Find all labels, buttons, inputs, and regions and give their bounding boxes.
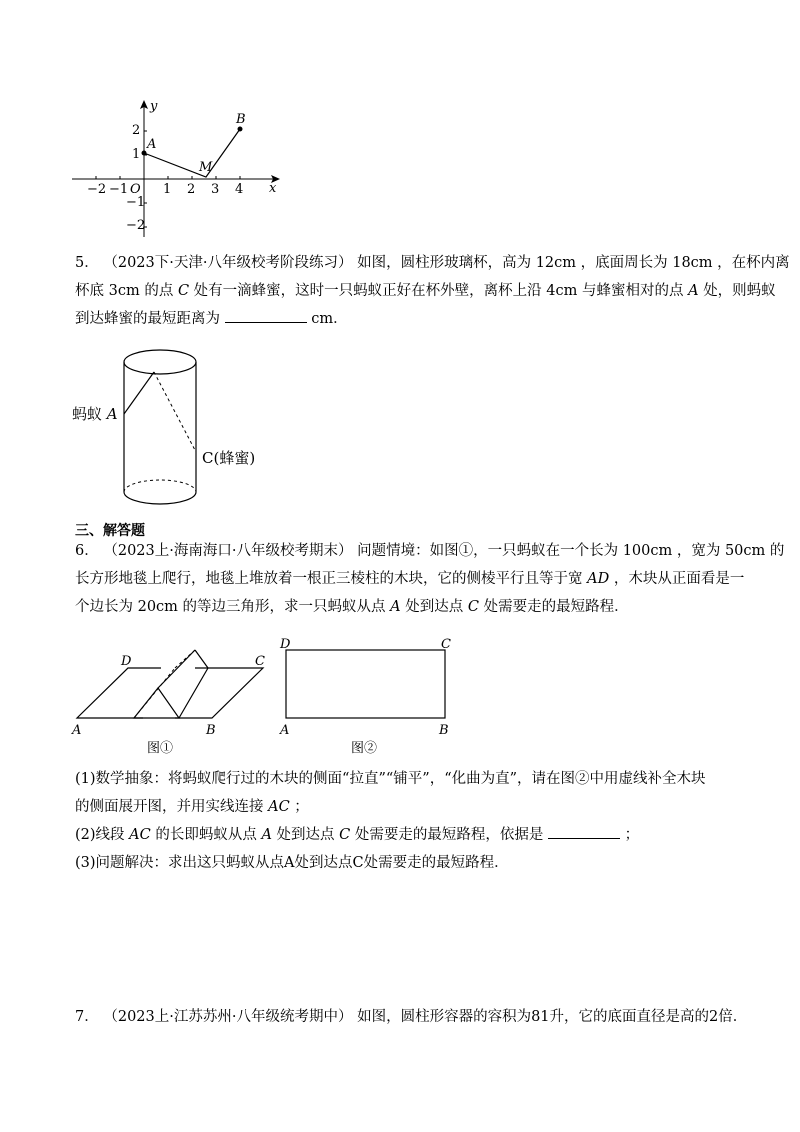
question-source: （2023上·海南海口·八年级校考期末） [103,543,353,559]
cylinder-bottom-front [124,492,196,504]
question-text: 如图，圆柱形玻璃杯，高为 [357,255,532,271]
label-b: B [206,723,216,738]
y-tick-label: 2 [132,123,141,138]
label-d: D [121,654,132,669]
cylinder-bottom-back [124,480,196,492]
question-source: （2023上·江苏苏州·八年级统考期中） [103,1009,353,1025]
question-text: 处需要走的最短路程，依据是 [354,827,544,843]
figure-caption: 图① [147,741,174,756]
question-text: 到达蜂蜜的最短距离为 [75,311,220,327]
question-text: 与蜂蜜相对的点 [581,283,684,299]
x-tick-label: −1 [109,182,129,197]
x-axis-label: x [269,181,277,196]
carpet-right [175,668,263,718]
point-b [238,127,243,132]
ant-label: 蚂蚁 A [72,405,118,423]
x-tick-label: 1 [163,182,172,197]
math-var: AD [587,571,610,587]
question-text: 的点 [144,283,174,299]
question-text: 处到达点 [405,599,464,615]
prism-front [134,688,179,718]
question-text: ，底面周长为 [580,255,668,271]
math-var: A [261,827,272,843]
answer-blank[interactable] [225,308,307,323]
honey-label: C(蜂蜜) [202,449,256,467]
figure-1 [65,638,280,760]
y-tick-label: −1 [126,195,146,210]
x-tick-label: −2 [87,182,107,197]
point-a-label: A [147,137,157,152]
math-var: AC [129,827,151,843]
point-m-label: M [199,160,213,175]
prism-top-edge [158,650,195,688]
question-text: 处到达点 [276,827,335,843]
question-text: ，在杯内离 [717,255,790,271]
x-tick-label: 3 [211,182,220,197]
ant-path-dashed [154,372,196,452]
math-var: AC [268,799,290,815]
cylinder-figure [70,335,290,515]
cylinder-top [124,350,196,374]
math-value: 100cm [622,543,673,559]
math-value: 18cm [672,255,713,271]
question-number: 5． [75,255,99,271]
coordinate-figure [60,95,300,245]
question-text: ； [624,827,640,843]
math-var: A [390,599,401,615]
math-value: 20cm [137,599,178,615]
math-value: 12cm [535,255,577,271]
y-tick-label: −2 [126,218,146,233]
unit-text: cm． [311,311,348,327]
prism-back-right [195,650,208,668]
label-a: A [72,723,82,738]
y-axis-label: y [150,99,158,114]
math-value: 3cm [108,283,140,299]
sub-question-1: (1)数学抽象：将蚂蚁爬行过的木块的侧面“拉直”“铺平”，“化曲为直”，请在图②中用虚线补全木块 [75,771,706,787]
math-var: C [339,827,351,843]
question-text: 的 [769,543,785,559]
point-b-label: B [236,112,246,127]
question-text: 处需要走的最短路程． [483,599,629,615]
label-a: A [280,723,290,738]
question-text: 处，则蚂蚁 [703,283,776,299]
sub-question-3: (3)问题解决：求出这只蚂蚁从点A处到达点C处需要走的最短路程． [75,855,509,871]
prism-right-edge [179,668,208,718]
question-text: 杯底 [75,283,104,299]
math-var: C [467,599,479,615]
rectangle-abcd [286,650,445,718]
question-text: 长方形地毯上爬行，地毯上堆放着一根正三棱柱的木块，它的侧棱平行且等于宽 [75,571,583,587]
question-text: 处有一滴蜂蜜，这时一只蚂蚁正好在杯外壁，离杯上沿 [193,283,542,299]
figure-caption: 图② [351,741,378,756]
origin-label: O [130,182,141,197]
question-text: 的侧面展开图，并用实线连接 [75,799,264,815]
ant-path-solid [124,372,154,414]
section-heading: 三、解答题 [75,523,145,539]
y-tick-label: 1 [132,147,141,162]
question-number: 7． [75,1009,99,1025]
question-text: 个边长为 [75,599,133,615]
point-a [142,151,147,156]
question-text: ，木块从正面看是一 [613,571,745,587]
question-text: 的长即蚂蚁从点 [155,827,257,843]
label-c: C [441,638,451,652]
carpet-left [77,668,161,718]
label-b: B [439,723,449,738]
question-text: ； [294,799,309,815]
math-value: 4cm [546,283,578,299]
question-text: ，宽为 [676,543,721,559]
question-source: （2023下·天津·八年级校考阶段练习） [103,255,353,271]
label-c: C [255,654,265,669]
answer-blank[interactable] [548,824,620,839]
math-var: C [177,283,190,299]
label-d: D [280,638,291,652]
question-text: 如图，圆柱形容器的容积为81升，它的底面直径是高的2倍． [357,1009,748,1025]
question-number: 6． [75,543,99,559]
x-tick-label: 4 [235,182,244,197]
path-amb [144,129,240,177]
x-tick-label: 2 [187,182,196,197]
sub-question-2: (2)线段 [75,827,125,843]
question-text: 的等边三角形，求一只蚂蚁从点 [182,599,386,615]
question-text: 问题情境：如图①，一只蚂蚁在一个长为 [357,543,619,559]
math-var: A [688,283,699,299]
math-value: 50cm [724,543,766,559]
figure-2 [275,638,465,760]
